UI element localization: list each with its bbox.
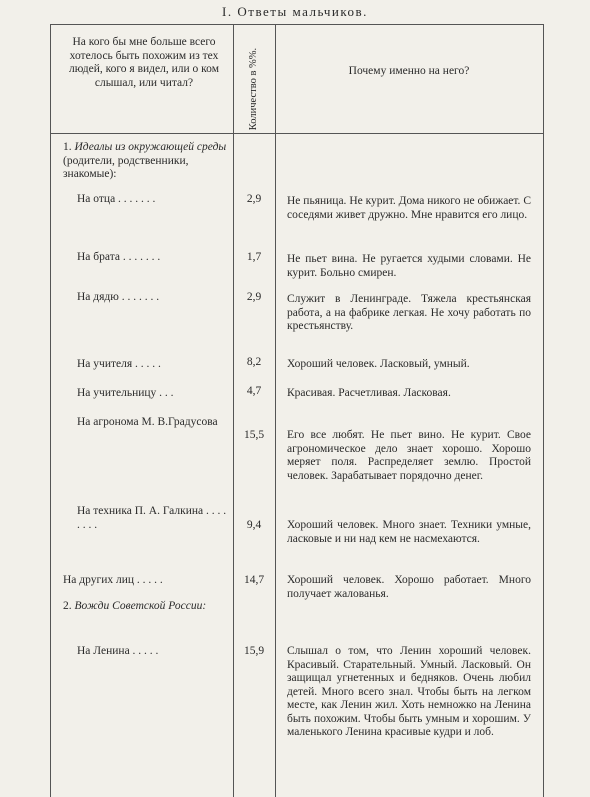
section-title: Идеалы из окружающей среды xyxy=(74,141,227,153)
row-reason: Слышал о том, что Ленин хороший человек. Красивый. Старательный. Умный. Ласковый. Он защищал угнетенных и бедняков. Очень любил детей. Много всего знал. Чтобы быть на легком месте, как Ленин жил. Хоть немножко на Ленина быть похожим. Чтобы быть умным и хорошим. У маленького Ленина красивые кудри и лоб. xyxy=(287,645,531,738)
row-label: На отца . . . . . . . xyxy=(77,193,156,205)
row-label: На агронома М. В.Градусова xyxy=(77,416,218,428)
row-label: На учителя . . . . . xyxy=(77,358,161,370)
row-percent: 1,7 xyxy=(246,251,262,263)
row-label: На техника П. А. Галкина . . . . . . . . xyxy=(77,505,227,531)
row-percent: 15,9 xyxy=(243,645,265,657)
row-reason: Не пьяница. Не курит. Дома никого не обижает. С соседями живет дружно. Мне нравится его лицо. xyxy=(287,195,531,221)
row-label: На дядю . . . . . . . xyxy=(77,291,160,303)
column-divider xyxy=(275,25,276,797)
row-reason: Красивая. Расчетливая. Ласковая. xyxy=(287,387,451,399)
section-number: 1. xyxy=(63,141,72,153)
section-heading-1 xyxy=(63,141,233,182)
row-reason: Его все любят. Не пьет вино. Не курит. Свое агрономическое дело знает хорошо. Хорошо меряет поля. Распределяет землю. Простой человек. Зарабатывает порядочно денег. xyxy=(287,429,531,482)
row-percent: 9,4 xyxy=(246,519,262,531)
header-percent-text: Количество в %%. xyxy=(248,47,259,131)
row-percent: 15,5 xyxy=(243,429,265,441)
section-heading-2 xyxy=(63,600,233,614)
row-label: На учительницу . . . xyxy=(77,387,174,399)
row-reason: Хороший человек. Много знает. Техники умные, ласковые и ни над кем не насмехаются. xyxy=(287,519,531,545)
section-note: (родители, родственники, знакомые): xyxy=(63,154,189,180)
row-reason: Хороший человек. Хорошо работает. Много получает жалованья. xyxy=(287,574,531,600)
section-title: Вожди Советской России: xyxy=(74,600,207,612)
row-percent: 4,7 xyxy=(246,385,262,397)
header-reason: Почему именно на него? xyxy=(348,65,470,77)
row-percent: 14,7 xyxy=(243,574,265,586)
section-number: 2. xyxy=(63,600,72,612)
row-reason: Хороший человек. Ласковый, умный. xyxy=(287,358,470,370)
answers-table xyxy=(50,24,544,797)
row-label: На Ленина . . . . . xyxy=(77,645,159,657)
header-question: На кого бы мне больше всего хотелось быть похожим из тех людей, кого я видел, или о ком слышал, или читал? xyxy=(69,36,219,89)
row-percent: 8,2 xyxy=(246,356,262,368)
row-label: На других лиц . . . . . xyxy=(63,574,163,586)
row-percent: 2,9 xyxy=(246,193,262,205)
row-label: На брата . . . . . . . xyxy=(77,251,161,263)
header-percent xyxy=(235,31,273,147)
header-divider xyxy=(51,133,543,134)
row-reason: Служит в Ленинграде. Тяжела крестьянская работа, а на фабрике легкая. Не хочу работать по крестьянству. xyxy=(287,293,531,332)
row-reason: Не пьет вина. Не ругается худыми словами. Не курит. Больно смирен. xyxy=(287,253,531,279)
row-percent: 2,9 xyxy=(246,291,262,303)
column-divider xyxy=(233,25,234,797)
table-caption: I. Ответы мальчиков. xyxy=(222,4,368,19)
